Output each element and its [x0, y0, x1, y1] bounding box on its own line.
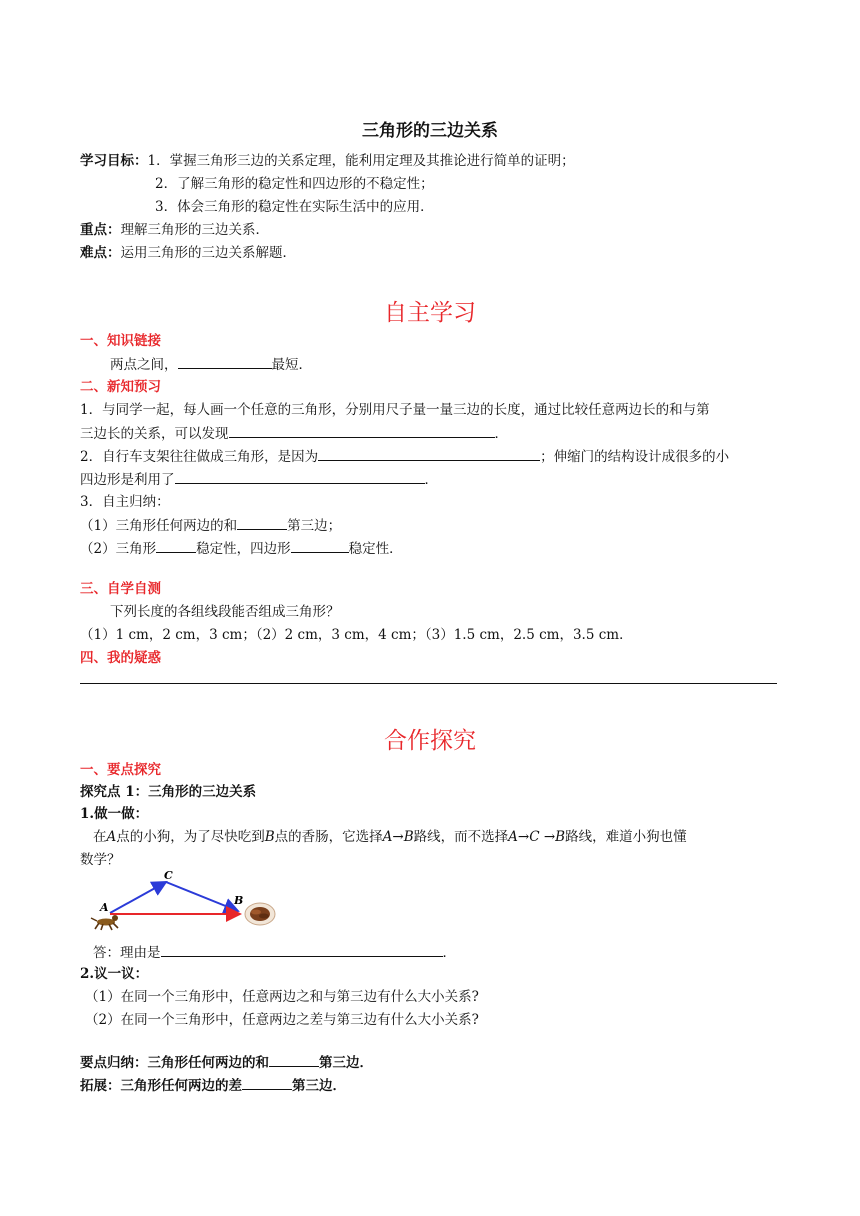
- dog-story-line-2: 数学？: [80, 852, 121, 868]
- difficulty-label: 难点: [80, 245, 107, 261]
- point-b-label: B: [234, 894, 244, 907]
- heading-my-questions: 四、我的疑惑: [80, 650, 161, 666]
- question-2-line-1: 2．自行车支架往往做成三角形，是因为 ；伸缩门的结构设计成很多的小: [80, 449, 730, 465]
- key-point-label: 重点: [80, 222, 107, 238]
- answer-blank[interactable]: [242, 1076, 292, 1090]
- difficulty-text: 运用三角形的三边关系解题．: [120, 245, 296, 261]
- answer-blank[interactable]: [291, 539, 349, 553]
- point-a-label: A: [100, 901, 109, 914]
- question-2-line-2: 四边形是利用了 ．: [80, 472, 438, 488]
- dog-route-figure: [88, 866, 288, 936]
- question-3-1: （1）三角形任何两边的和 第三边；: [80, 518, 342, 534]
- objective-3: 3．体会三角形的稳定性在实际生活中的应用．: [155, 199, 434, 215]
- page-title: 三角形的三边关系: [362, 121, 498, 141]
- inquiry-point-title: 探究点 1：三角形的三边关系: [80, 784, 257, 800]
- section-self-study: 自主学习: [384, 300, 476, 326]
- answer-blank[interactable]: [175, 470, 425, 484]
- question-3-2: （2）三角形 稳定性，四边形 稳定性．: [80, 541, 403, 557]
- discuss-question-1: （1）在同一个三角形中，任意两边之和与第三边有什么大小关系?: [85, 989, 479, 1005]
- answer-blank[interactable]: [269, 1053, 319, 1067]
- dog-answer-line: 答：理由是 ．: [93, 945, 456, 961]
- question-3: 3．自主归纳：: [80, 494, 170, 510]
- segment-ac: [110, 882, 166, 913]
- answer-blank[interactable]: [156, 539, 196, 553]
- point-c-label: C: [164, 869, 173, 882]
- answer-blank[interactable]: [318, 447, 540, 461]
- extension: 拓展：三角形任何两边的差 第三边．: [80, 1078, 346, 1094]
- questions-answer-line[interactable]: [80, 683, 777, 684]
- answer-blank[interactable]: [178, 355, 272, 369]
- answer-blank[interactable]: [237, 516, 287, 530]
- knowledge-link-line: 两点之间， 最短．: [110, 357, 312, 373]
- do-it-heading: 1.做一做：: [80, 806, 149, 822]
- question-1-line-1: 1．与同学一起，每人画一个任意的三角形，分别用尺子量一量三边的长度，通过比较任意两边长的和与第: [80, 402, 710, 418]
- self-test-options: （1）1 cm，2 cm，3 cm；（2）2 cm，3 cm，4 cm；（3）1.5 cm，2.5 cm，3.5 cm．: [80, 627, 633, 643]
- difficulty: 难点：运用三角形的三边关系解题．: [80, 245, 296, 261]
- heading-key-inquiry: 一、要点探究: [80, 762, 161, 778]
- key-point: 重点：理解三角形的三边关系．: [80, 222, 269, 238]
- self-test-prompt: 下列长度的各组线段能否组成三角形？: [110, 604, 340, 620]
- heading-knowledge-link: 一、知识链接: [80, 333, 161, 349]
- sausage-plate-icon: [245, 903, 275, 925]
- discuss-question-2: （2）在同一个三角形中，任意两边之差与第三边有什么大小关系?: [85, 1012, 479, 1028]
- objective-2: 2．了解三角形的稳定性和四边形的不稳定性；: [155, 176, 434, 192]
- segment-cb: [166, 882, 238, 911]
- heading-self-test: 三、自学自测: [80, 581, 161, 597]
- objective-1: 1．掌握三角形三边的关系定理，能利用定理及其推论进行简单的证明；: [147, 153, 575, 169]
- dog-story-line-1: 在A点的小狗，为了尽快吃到B点的香肠，它选择A→B路线，而不选择A→C →B路线，难道小狗也懂: [93, 829, 687, 845]
- heading-new-knowledge: 二、新知预习: [80, 379, 161, 395]
- objectives-line-1: 学习目标：1．掌握三角形三边的关系定理，能利用定理及其推论进行简单的证明；: [80, 153, 575, 169]
- answer-blank[interactable]: [229, 424, 495, 438]
- answer-blank[interactable]: [161, 943, 443, 957]
- dog-icon: [91, 915, 118, 930]
- section-cooperative-inquiry: 合作探究: [384, 728, 476, 754]
- objectives-label: 学习目标: [80, 153, 134, 169]
- key-summary: 要点归纳：三角形任何两边的和 第三边．: [80, 1055, 373, 1071]
- question-1-line-2: 三边长的关系，可以发现 ．: [80, 426, 508, 442]
- discuss-heading: 2.议一议：: [80, 966, 149, 982]
- key-point-text: 理解三角形的三边关系．: [120, 222, 269, 238]
